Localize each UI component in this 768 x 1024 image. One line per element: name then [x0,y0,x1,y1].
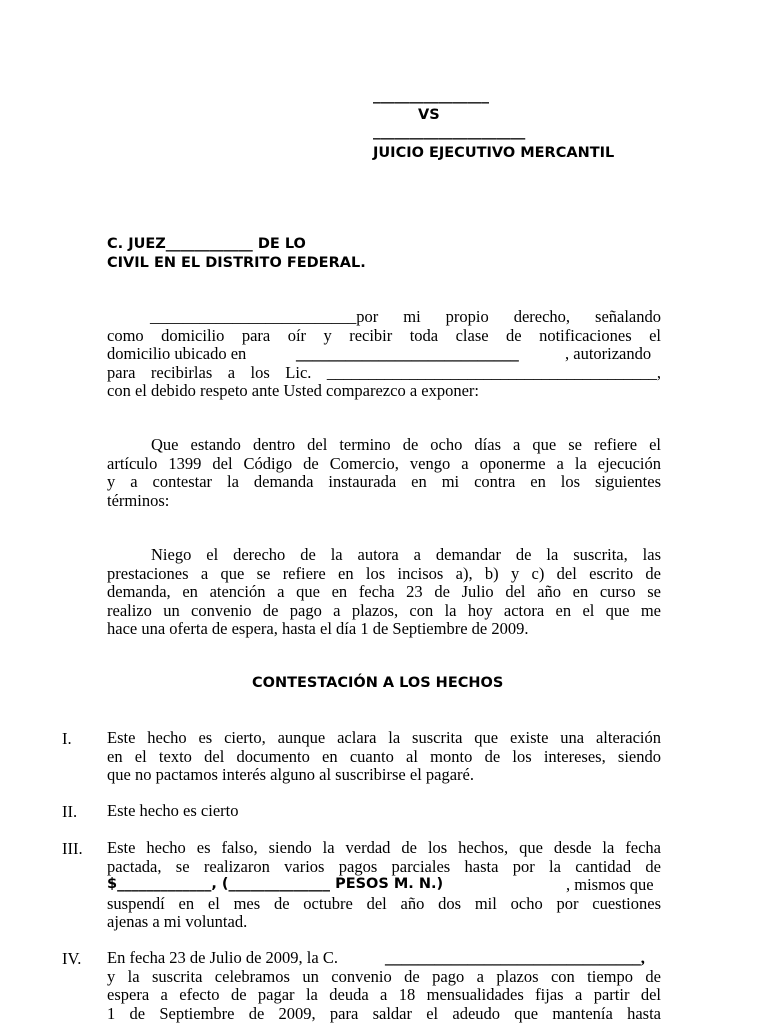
fact-1-line-1: Este hecho es cierto, aunque aclara la suscrita que existe una alteración [107,728,661,747]
intro-line-3a: domicilio ubicado en [107,344,247,363]
para2-line-2: prestaciones a que se refiere en los incisos a), b) y c) del escrito de [107,564,661,583]
para2-line-3: demanda, en atención a que en fecha 23 de Julio del año en curso se [107,582,661,601]
fact-3-line-4: suspendí en el mes de octubre del año dos mil ocho por cuestiones [107,894,661,913]
fact-3-line-3b: , mismos que [566,875,654,894]
para2-line-1: Niego el derecho de la autora a demandar de la suscrita, las [151,545,661,564]
intro-line-4: para recibirlas a los Lic. ________________________________________, [107,363,661,382]
para1-line-4: términos: [107,491,170,510]
intro-line-2: como domicilio para oír y recibir toda clase de notificaciones el [107,326,661,345]
fact-4-line-4: 1 de Septiembre de 2009, para saldar el adeudo que mantenía hasta [107,1004,661,1023]
section-title: CONTESTACIÓN A LOS HECHOS [252,675,504,691]
intro-line-5: con el debido respeto ante Usted comparezco a exponer: [107,381,480,400]
fact-1-line-3: que no pactamos interés alguno al suscribirse el pagaré. [107,765,474,784]
amount-blank: $_____________, (______________ PESOS M. N.) [107,876,444,892]
fact-3-line-1: Este hecho es falso, siendo la verdad de los hechos, que desde la fecha [107,838,661,857]
fact-4-line-3: espera a efecto de pagar la deuda a 18 mensualidades fijas a partir del [107,985,661,1004]
fact-1-number: I. [62,729,72,748]
para2-line-5: hace una oferta de espera, hasta el día 1 de Septiembre de 2009. [107,619,529,638]
fact-1-line-2: en el texto del documento en cuanto al monto de los intereses, siendo [107,747,661,766]
fact-2-number: II. [62,802,78,821]
fact-2-line-1: Este hecho es cierto [107,801,239,820]
addressee-line-1: C. JUEZ____________ DE LO [107,236,306,252]
intro-line-3c: , autorizando [565,344,652,363]
para1-line-3: y a contestar la demanda instaurada en mi contra en los siguientes [107,472,661,491]
fact-4-line-2: y la suscrita celebramos un convenio de pago a plazos con tiempo de [107,967,661,986]
para2-line-4: realizo un convenio de pago a plazos, con la hoy actora en el que me [107,601,661,620]
para1-line-1: Que estando dentro del termino de ocho días a que se refiere el [151,435,661,454]
intro-line-1: _________________________por mi propio derecho, señalando [150,307,661,326]
name-blank: _______________________________, [385,948,645,967]
party-line-bottom: _____________________ [373,124,526,140]
party-line-top: ________________ [373,88,489,104]
fact-4-number: IV. [62,949,82,968]
case-type: JUICIO EJECUTIVO MERCANTIL [373,145,615,161]
fact-3-number: III. [62,839,83,858]
para1-line-2: artículo 1399 del Código de Comercio, vengo a oponerme a la ejecución [107,454,661,473]
address-blank: ___________________________ [296,344,519,363]
fact-3-line-2: pactada, se realizaron varios pagos parciales hasta por la cantidad de [107,857,661,876]
addressee-line-2: CIVIL EN EL DISTRITO FEDERAL. [107,255,366,271]
versus-label: VS [418,107,440,123]
fact-3-line-5: ajenas a mi voluntad. [107,912,248,931]
fact-4-line-1a: En fecha 23 de Julio de 2009, la C. [107,948,338,967]
